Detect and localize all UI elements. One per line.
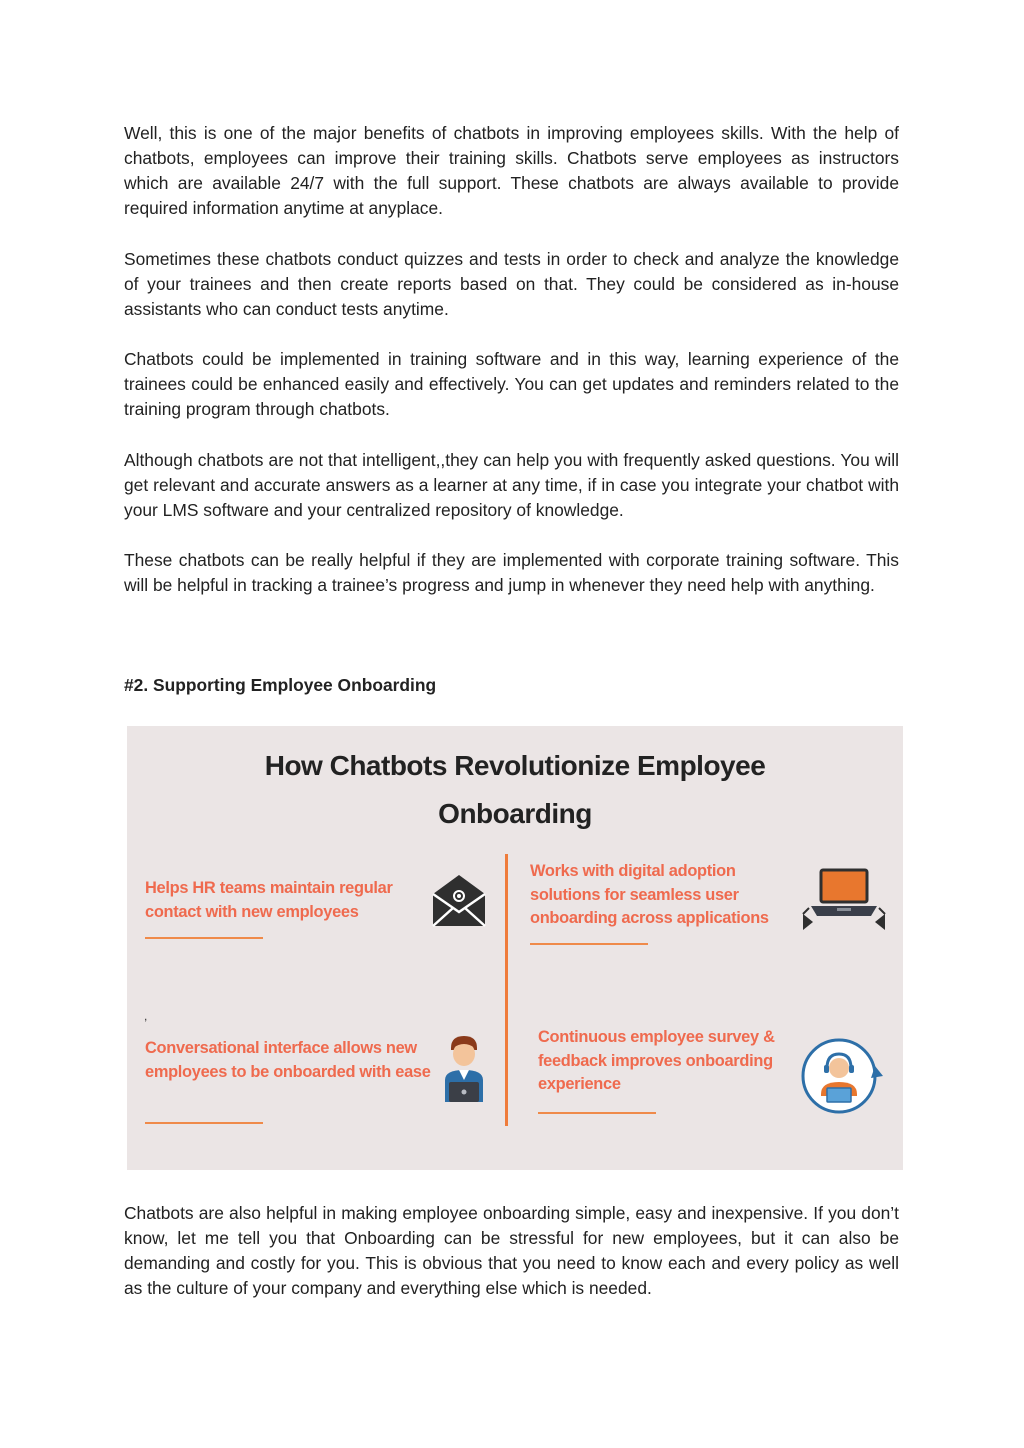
center-divider: [505, 854, 508, 1126]
infographic-title: [127, 742, 903, 838]
section-heading: #2. Supporting Employee Onboarding: [124, 675, 437, 695]
paragraph-onboarding: Chatbots are also helpful in making employee onboarding simple, easy and inexpensive. If you don’t know, let me tell you that Onboarding can be stressful for new employees, but it can also be demanding and costly for you. This is obvious that you need to know each and every policy as well as the culture of your company and everything else which is needed.: [124, 1203, 899, 1298]
mail-at-icon: [429, 872, 489, 930]
paragraph-quizzes: Sometimes these chatbots conduct quizzes and tests in order to check and analyze the knowledge of your trainees and then create reports based on that. They could be considered as in-house assistants who can conduct tests anytime.: [124, 249, 899, 319]
support-agent-icon: [799, 1036, 887, 1116]
person-laptop-icon: [439, 1034, 489, 1104]
benefit-survey-feedback: Continuous employee survey & feedback improves onboarding experience: [538, 1028, 775, 1093]
benefit-underline: [538, 1112, 656, 1114]
benefit-underline: [145, 1122, 263, 1124]
onboarding-infographic: [127, 726, 903, 1170]
paragraph-corporate-training: These chatbots can be really helpful if they are implemented with corporate training software. This will be helpful in tracking a trainee’s progress and jump in whenever they need help with anything.: [124, 550, 899, 595]
benefit-underline: [530, 943, 648, 945]
paragraph-benefits: Well, this is one of the major benefits of chatbots in improving employees skills. With the help of chatbots, employees can improve their training skills. Chatbots serve employees as instructors which are available 24/7 with the full support. These chatbots are always available to provide required information anytime at anyplace.: [124, 123, 899, 218]
stray-mark: ,: [144, 1009, 148, 1023]
benefit-digital-adoption: Works with digital adoption solutions for seamless user onboarding across applications: [530, 862, 769, 927]
infographic-title-line2: Onboarding: [438, 798, 592, 829]
paragraph-faq: Although chatbots are not that intelligent,,they can help you with frequently asked questions. You will get relevant and accurate answers as a learner at any time, if in case you integrate your chatbot with your LMS software and your centralized repository of knowledge.: [124, 450, 899, 520]
paragraph-training-software: Chatbots could be implemented in training software and in this way, learning experience of the trainees could be enhanced easily and effectively. You can get updates and reminders related to the training program through chatbots.: [124, 349, 899, 419]
laptop-icon: [801, 864, 887, 934]
benefit-hr-contact: Helps HR teams maintain regular contact with new employees: [145, 879, 393, 921]
benefit-underline: [145, 937, 263, 939]
infographic-title-line1: How Chatbots Revolutionize Employee: [264, 750, 766, 781]
benefit-conversational-interface: Conversational interface allows new employees to be onboarded with ease: [145, 1039, 431, 1081]
